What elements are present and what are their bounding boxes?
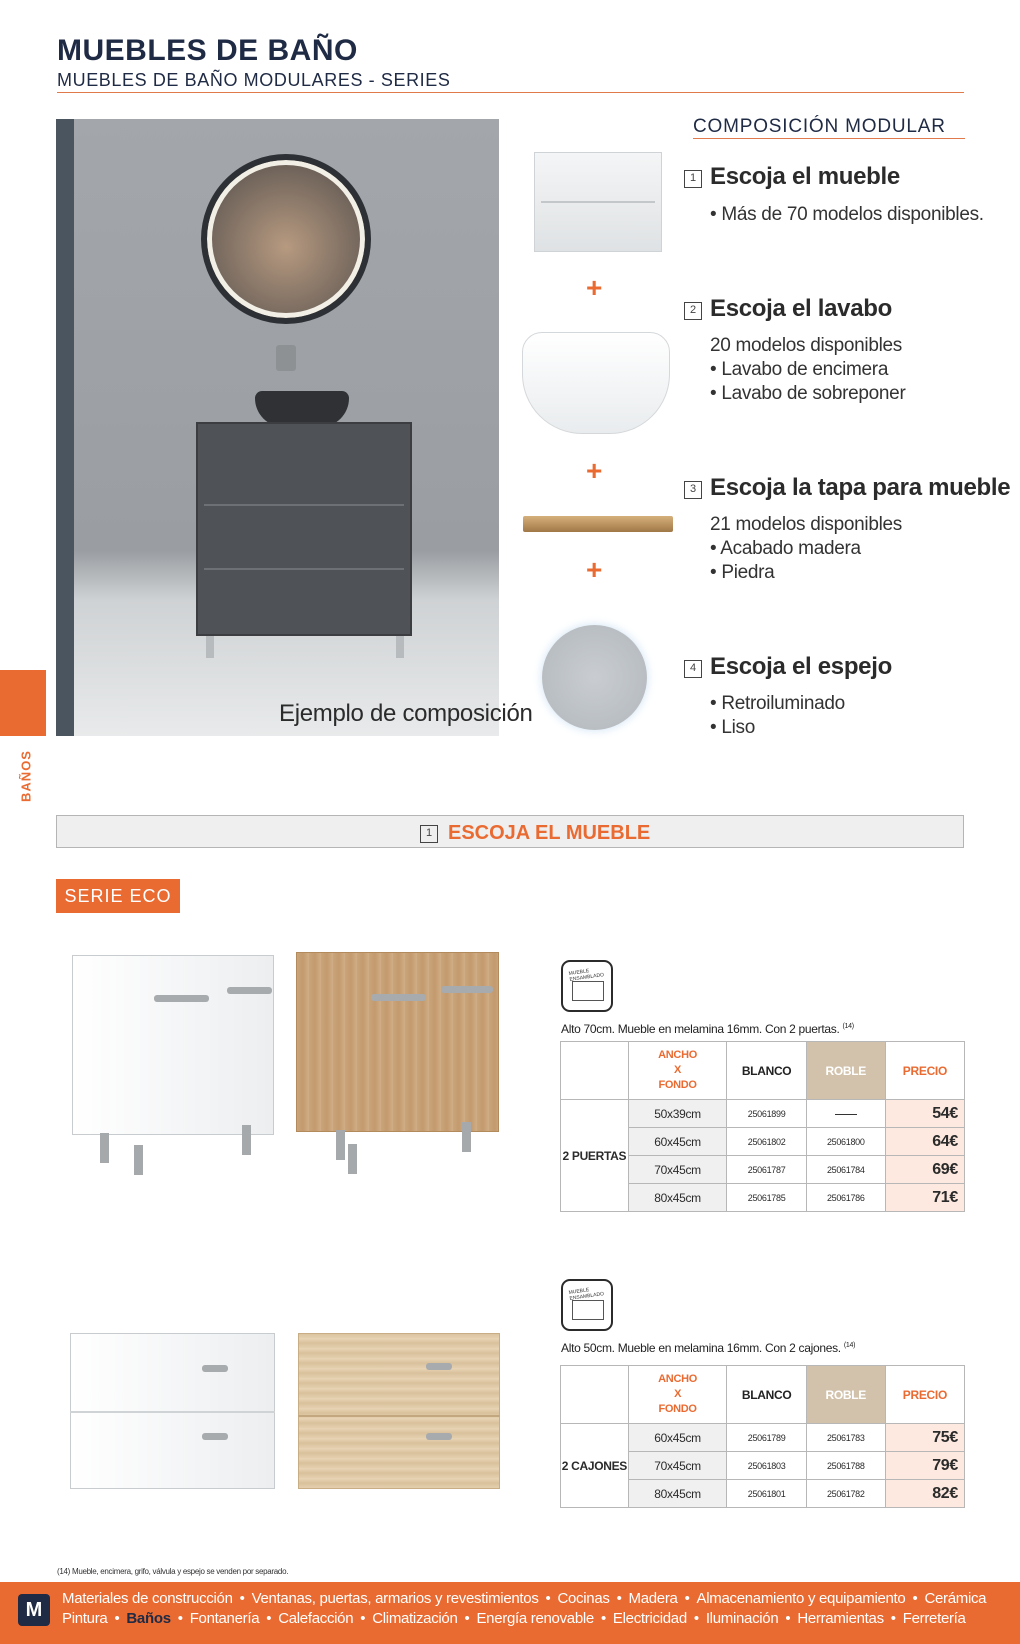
section-title: ESCOJA EL MUEBLE xyxy=(448,822,651,844)
step-title: Escoja la tapa para mueble xyxy=(710,474,1011,501)
drawer-handle xyxy=(426,1433,452,1440)
series-badge: SERIE ECO xyxy=(56,879,180,913)
footer-link[interactable]: Madera xyxy=(628,1590,678,1607)
code-roble: 25061800 xyxy=(806,1128,885,1156)
plus-sign: + xyxy=(586,272,603,303)
price-cell: 69€ xyxy=(885,1156,964,1184)
footer-link[interactable]: Ferretería xyxy=(902,1610,966,1627)
header-precio: PRECIO xyxy=(885,1042,964,1100)
drawer-handle xyxy=(202,1433,228,1440)
code-roble: 25061784 xyxy=(806,1156,885,1184)
code-roble: 25061788 xyxy=(806,1452,885,1480)
price-table-2-drawers xyxy=(560,1365,965,1508)
price-cell: 54€ xyxy=(885,1100,964,1128)
header-divider xyxy=(57,92,964,93)
hero-caption: Ejemplo de composición xyxy=(279,700,533,727)
table-caption xyxy=(561,1341,855,1355)
caption-text: Alto 50cm. Mueble en melamina 16mm. Con 2 cajones. xyxy=(561,1341,841,1355)
oak-2-drawer-cabinet-image xyxy=(298,1333,502,1491)
step-detail: • Más de 70 modelos disponibles. xyxy=(710,204,984,225)
table-header-row xyxy=(561,1366,965,1424)
code-blanco: 25061803 xyxy=(727,1452,806,1480)
composition-title: COMPOSICIÓN MODULAR xyxy=(693,116,946,137)
size-cell: 60x45cm xyxy=(628,1128,727,1156)
door-handle xyxy=(371,994,426,1001)
step-detail: 20 modelos disponibles xyxy=(710,335,902,356)
price-cell: 71€ xyxy=(885,1184,964,1212)
price-cell: 79€ xyxy=(885,1452,964,1480)
section-number: 1 xyxy=(420,825,438,843)
code-blanco: 25061787 xyxy=(727,1156,806,1184)
footer-link[interactable]: Electricidad xyxy=(612,1610,687,1627)
step-number: 4 xyxy=(684,660,702,678)
step-title: Escoja el lavabo xyxy=(710,295,892,322)
size-cell: 60x45cm xyxy=(628,1424,727,1452)
size-cell: 80x45cm xyxy=(628,1184,727,1212)
composition-divider xyxy=(693,138,965,139)
assembled-furniture-icon xyxy=(561,1279,613,1331)
caption-note-ref: (14) xyxy=(843,1342,856,1349)
step-detail: 21 modelos disponibles xyxy=(710,514,902,535)
header-blanco: BLANCO xyxy=(727,1042,806,1100)
size-cell: 70x45cm xyxy=(628,1452,727,1480)
header-size: ANCHO X FONDO xyxy=(628,1042,727,1100)
step-detail: • Acabado madera xyxy=(710,538,861,559)
footer-link[interactable]: Iluminación xyxy=(705,1610,779,1627)
cabinet-drawer xyxy=(204,572,404,634)
header-roble: ROBLE xyxy=(806,1042,885,1100)
composition-example-photo xyxy=(56,119,499,736)
cabinet-body xyxy=(296,952,499,1132)
footer-link[interactable]: Cocinas xyxy=(557,1590,610,1607)
oak-2-door-cabinet-image xyxy=(296,952,501,1202)
price-cell: 75€ xyxy=(885,1424,964,1452)
step-detail: • Lavabo de encimera xyxy=(710,359,889,380)
code-roble-unavailable xyxy=(806,1100,885,1128)
door-handle xyxy=(154,995,209,1002)
section-side-label: BAÑOS xyxy=(18,750,34,802)
footnote: (14) Mueble, encimera, grifo, válvula y espejo se venden por separado. xyxy=(57,1567,289,1576)
step-detail: • Liso xyxy=(710,717,755,738)
footer-link[interactable]: Fontanería xyxy=(189,1610,260,1627)
plus-sign: + xyxy=(586,554,603,585)
footer-link[interactable]: Materiales de construcción xyxy=(62,1590,233,1607)
code-blanco: 25061789 xyxy=(727,1424,806,1452)
header-empty xyxy=(561,1042,629,1100)
footer-link-active[interactable]: Baños xyxy=(126,1610,171,1627)
row-group-label: 2 CAJONES xyxy=(561,1424,629,1508)
row-group-label: 2 PUERTAS xyxy=(561,1100,629,1212)
step-detail: • Piedra xyxy=(710,562,775,583)
size-cell: 80x45cm xyxy=(628,1480,727,1508)
code-roble: 25061786 xyxy=(806,1184,885,1212)
footer-link[interactable]: Climatización xyxy=(372,1610,458,1627)
header-size: ANCHO X FONDO xyxy=(628,1366,727,1424)
step-detail: • Lavabo de sobreponer xyxy=(710,383,906,404)
door-handle xyxy=(441,986,493,993)
header-roble: ROBLE xyxy=(806,1366,885,1424)
table-caption xyxy=(561,1022,854,1036)
vanity-cabinet-image xyxy=(196,422,412,636)
footer-link[interactable]: Calefacción xyxy=(278,1610,354,1627)
dash-icon xyxy=(835,1114,857,1115)
footer-link[interactable]: Cerámica xyxy=(924,1590,987,1607)
page-title: MUEBLES DE BAÑO xyxy=(57,34,358,67)
price-cell: 82€ xyxy=(885,1480,964,1508)
step-number: 2 xyxy=(684,302,702,320)
code-roble: 25061782 xyxy=(806,1480,885,1508)
caption-note-ref: (14) xyxy=(842,1023,854,1030)
cabinet-body xyxy=(72,955,274,1135)
round-mirror-image xyxy=(201,154,371,324)
footer-categories-line-1: Materiales de construcción • Ventanas, puertas, armarios y revestimientos • Cocinas • Madera • Almacenamiento y equipamiento • Cerámica xyxy=(62,1590,987,1607)
white-2-drawer-cabinet-image xyxy=(70,1333,278,1491)
cabinet-leg xyxy=(396,636,404,658)
cabinet-leg xyxy=(336,1130,345,1160)
countertop-module-image xyxy=(523,516,673,532)
cabinet-drawer xyxy=(204,508,404,570)
plus-sign: + xyxy=(586,455,603,486)
code-blanco: 25061802 xyxy=(727,1128,806,1156)
footer-categories-line-2: Pintura • Baños • Fontanería • Calefacción • Climatización • Energía renovable • Electricidad • Iluminación • Herramientas • Ferretería xyxy=(62,1610,966,1627)
code-blanco: 25061801 xyxy=(727,1480,806,1508)
cabinet-leg xyxy=(348,1144,357,1174)
size-cell: 70x45cm xyxy=(628,1156,727,1184)
cabinet-leg xyxy=(462,1122,471,1152)
step-title: Escoja el mueble xyxy=(710,163,900,190)
caption-text: Alto 70cm. Mueble en melamina 16mm. Con 2 puertas. xyxy=(561,1022,840,1036)
step-number: 1 xyxy=(684,170,702,188)
brand-logo[interactable]: M xyxy=(18,1594,50,1626)
footer-link[interactable]: Herramientas xyxy=(797,1610,884,1627)
code-blanco: 25061785 xyxy=(727,1184,806,1212)
code-roble: 25061783 xyxy=(806,1424,885,1452)
drawer-handle xyxy=(426,1363,452,1370)
door-handle xyxy=(227,987,272,994)
step-detail: • Retroiluminado xyxy=(710,693,845,714)
header-blanco: BLANCO xyxy=(727,1366,806,1424)
cabinet-leg xyxy=(100,1133,109,1163)
cabinet-drawer xyxy=(204,444,404,506)
cabinet-leg xyxy=(242,1125,251,1155)
assembled-icon-label: MUEBLE ENSAMBLADO xyxy=(568,968,605,983)
faucet-image xyxy=(276,345,296,371)
table-row xyxy=(561,1100,965,1128)
mirror-module-image xyxy=(542,625,647,730)
price-table-2-doors xyxy=(560,1041,965,1212)
price-cell: 64€ xyxy=(885,1128,964,1156)
step-number: 3 xyxy=(684,481,702,499)
assembled-icon-label: MUEBLE ENSAMBLADO xyxy=(568,1287,605,1302)
cabinet-leg xyxy=(134,1145,143,1175)
header-precio: PRECIO xyxy=(885,1366,964,1424)
footer-link[interactable]: Energía renovable xyxy=(476,1610,594,1627)
drawer-handle xyxy=(202,1365,228,1372)
cabinet-module-image xyxy=(534,152,662,252)
white-2-door-cabinet-image xyxy=(72,955,277,1205)
assembled-furniture-icon xyxy=(561,960,613,1012)
size-cell: 50x39cm xyxy=(628,1100,727,1128)
section-side-tab xyxy=(0,670,46,736)
basin-module-image xyxy=(522,332,670,434)
wall-shade xyxy=(56,119,74,736)
footer-link[interactable]: Pintura xyxy=(62,1610,108,1627)
table-header-row xyxy=(561,1042,965,1100)
step-title: Escoja el espejo xyxy=(710,653,892,680)
header-empty xyxy=(561,1366,629,1424)
cabinet-body xyxy=(298,1333,500,1489)
cabinet-leg xyxy=(206,636,214,658)
footer-link[interactable]: Ventanas, puertas, armarios y revestimientos xyxy=(251,1590,539,1607)
table-row xyxy=(561,1424,965,1452)
footer-link[interactable]: Almacenamiento y equipamiento xyxy=(696,1590,906,1607)
page-subtitle: MUEBLES DE BAÑO MODULARES - SERIES xyxy=(57,70,451,90)
code-blanco: 25061899 xyxy=(727,1100,806,1128)
